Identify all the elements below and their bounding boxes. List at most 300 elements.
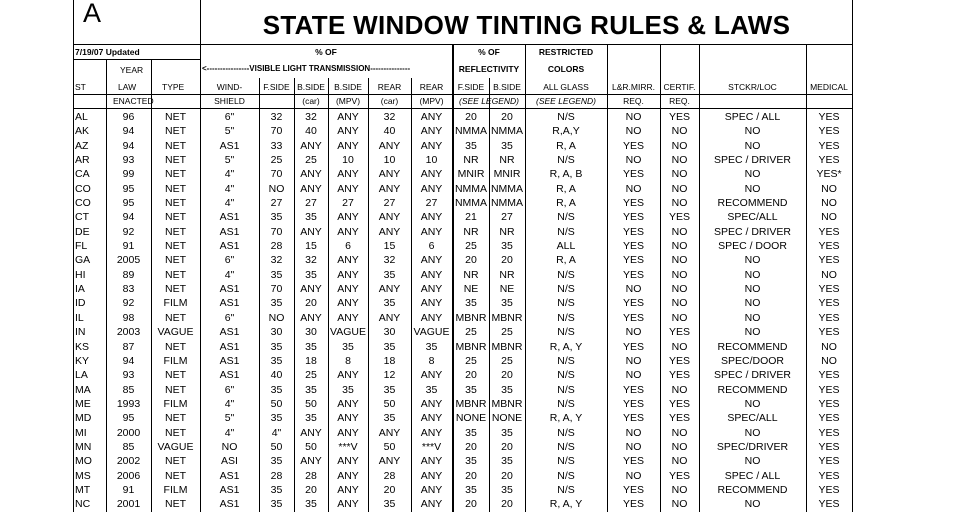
cell-back-side-mpv-vlt: 35 <box>342 383 354 396</box>
cell-rear-car-vlt: 50 <box>383 397 396 410</box>
cell-sticker-location: NO <box>744 168 761 181</box>
cell-front-side-reflectivity: 35 <box>465 139 477 152</box>
table-row <box>73 383 853 397</box>
cell-year-enacted: 93 <box>122 369 135 382</box>
cell-state: MT <box>75 483 91 496</box>
cell-windshield: AS1 <box>219 297 240 310</box>
cell-back-side-mpv-vlt: ANY <box>337 182 359 195</box>
table-row <box>73 239 853 253</box>
cell-rear-car-vlt: 35 <box>383 498 396 511</box>
cell-back-side-reflectivity: NR <box>499 225 515 238</box>
cell-restricted-colors: N/S <box>557 426 575 439</box>
cell-front-side-reflectivity: 20 <box>465 369 477 382</box>
cell-mirrors-required: YES <box>622 498 644 511</box>
cell-state: DE <box>75 225 90 238</box>
cell-restricted-colors: ALL <box>556 240 576 253</box>
cell-state: KY <box>75 354 90 367</box>
cell-back-side-mpv-vlt: ANY <box>337 426 359 439</box>
cell-back-side-mpv-vlt: ANY <box>337 483 359 496</box>
cell-restricted-colors: R, A, Y <box>549 340 583 353</box>
cell-year-enacted: 87 <box>122 340 135 353</box>
cell-back-side-mpv-vlt: ANY <box>337 311 359 324</box>
cell-medical-exemption: YES <box>818 111 840 123</box>
cell-back-side-mpv-vlt: ANY <box>337 498 359 511</box>
col-header-bside-car: B.SIDE <box>297 82 325 92</box>
cell-state: MI <box>75 426 87 439</box>
cell-mirrors-required: YES <box>622 483 644 496</box>
grid-line <box>73 108 853 109</box>
cell-windshield: 4" <box>224 168 235 181</box>
col-header-stckr: STCKR/LOC <box>728 82 777 92</box>
cell-back-side-mpv-vlt: 6 <box>345 240 351 253</box>
cell-back-side-reflectivity: 20 <box>501 111 513 123</box>
cell-state: MA <box>75 383 91 396</box>
cell-sticker-location: NO <box>744 455 761 468</box>
cell-state: MS <box>75 469 91 482</box>
cell-sticker-location: SPEC / ALL <box>724 111 781 123</box>
cell-restricted-colors: R, A <box>556 139 576 152</box>
cell-back-side-car-vlt: 35 <box>305 412 317 425</box>
cell-year-enacted: 95 <box>122 412 135 425</box>
cell-windshield: 4" <box>224 182 235 195</box>
cell-rear-car-vlt: ANY <box>378 139 401 152</box>
cell-front-side-vlt: 50 <box>270 397 283 410</box>
cell-mirrors-required: YES <box>622 340 644 353</box>
table-row <box>73 153 853 167</box>
table-row <box>73 253 853 267</box>
page-letter: A <box>83 0 102 28</box>
cell-certification-required: NO <box>671 426 688 439</box>
cell-sticker-location: NO <box>744 426 761 439</box>
table-row <box>73 325 853 339</box>
cell-mirrors-required: YES <box>622 412 644 425</box>
cell-front-side-vlt: 70 <box>270 283 283 296</box>
cell-medical-exemption: NO <box>821 354 837 367</box>
cell-front-side-vlt: 30 <box>270 326 283 339</box>
cell-mirrors-required: YES <box>622 254 644 267</box>
cell-law-type: VAGUE <box>157 326 194 339</box>
cell-mirrors-required: NO <box>625 440 642 453</box>
cell-rear-mpv-vlt: 27 <box>425 197 438 210</box>
cell-certification-required: NO <box>671 197 688 210</box>
cell-front-side-reflectivity: NR <box>463 154 479 167</box>
cell-back-side-car-vlt: 28 <box>305 469 317 482</box>
cell-windshield: AS1 <box>219 283 240 296</box>
cell-back-side-car-vlt: 35 <box>305 340 317 353</box>
cell-medical-exemption: YES <box>818 412 840 425</box>
cell-mirrors-required: NO <box>625 326 642 339</box>
col-header-windshield-sub: SHIELD <box>214 96 245 106</box>
cell-front-side-reflectivity: 25 <box>465 326 477 339</box>
cell-sticker-location: NO <box>744 397 761 410</box>
cell-front-side-reflectivity: NR <box>463 268 479 281</box>
cell-sticker-location: NO <box>744 182 761 195</box>
cell-year-enacted: 92 <box>122 297 135 310</box>
table-row <box>73 368 853 382</box>
cell-year-enacted: 94 <box>122 354 135 367</box>
cell-medical-exemption: NO <box>821 197 837 210</box>
cell-year-enacted: 1993 <box>116 397 141 410</box>
cell-state: CO <box>75 197 91 210</box>
cell-year-enacted: 94 <box>122 139 135 152</box>
cell-windshield: 6" <box>224 311 235 324</box>
cell-restricted-colors: R,A,Y <box>552 125 580 138</box>
cell-back-side-reflectivity: NONE <box>491 412 523 425</box>
cell-restricted-colors: N/S <box>557 354 575 367</box>
cell-rear-mpv-vlt: ANY <box>420 283 443 296</box>
cell-sticker-location: NO <box>744 311 761 324</box>
cell-back-side-reflectivity: 20 <box>501 440 513 453</box>
cell-rear-mpv-vlt: ANY <box>420 455 443 468</box>
cell-year-enacted: 2000 <box>116 426 141 439</box>
cell-front-side-reflectivity: MBNR <box>455 397 487 410</box>
cell-back-side-car-vlt: 20 <box>305 297 317 310</box>
cell-front-side-vlt: 32 <box>270 111 283 123</box>
cell-back-side-car-vlt: ANY <box>300 139 322 152</box>
cell-windshield: AS1 <box>219 498 240 511</box>
cell-front-side-reflectivity: 35 <box>465 455 477 468</box>
cell-sticker-location: NO <box>744 139 761 152</box>
cell-rear-car-vlt: 20 <box>383 483 396 496</box>
cell-restricted-colors: N/S <box>557 311 575 324</box>
cell-front-side-vlt: 32 <box>270 254 283 267</box>
cell-front-side-reflectivity: 25 <box>465 354 477 367</box>
cell-state: LA <box>75 369 88 382</box>
cell-sticker-location: SPEC/DRIVER <box>716 440 789 453</box>
cell-certification-required: YES <box>668 111 690 123</box>
cell-year-enacted: 91 <box>122 240 135 253</box>
cell-year-enacted: 98 <box>122 311 135 324</box>
page-title: STATE WINDOW TINTING RULES & LAWS <box>262 10 791 40</box>
cell-state: CA <box>75 168 90 181</box>
cell-windshield: NO <box>221 440 238 453</box>
cell-certification-required: NO <box>671 168 688 181</box>
cell-back-side-car-vlt: 20 <box>305 483 317 496</box>
cell-front-side-vlt: 35 <box>270 211 283 224</box>
cell-back-side-car-vlt: 50 <box>305 440 317 453</box>
cell-windshield: AS1 <box>219 340 240 353</box>
cell-rear-car-vlt: 35 <box>383 412 396 425</box>
cell-year-enacted: 85 <box>122 383 135 396</box>
cell-year-enacted: 92 <box>122 225 135 238</box>
table-row <box>73 139 853 153</box>
table-row <box>73 225 853 239</box>
cell-sticker-location: NO <box>744 254 761 267</box>
cell-restricted-colors: R, A, Y <box>549 412 583 425</box>
cell-law-type: NET <box>165 412 186 425</box>
cell-mirrors-required: NO <box>625 354 642 367</box>
cell-certification-required: NO <box>671 225 688 238</box>
cell-restricted-colors: N/S <box>557 154 575 167</box>
cell-mirrors-required: NO <box>625 154 642 167</box>
col-header-bside-car-sub: (car) <box>302 96 320 106</box>
cell-restricted-colors: N/S <box>557 440 575 453</box>
cell-law-type: NET <box>165 168 186 181</box>
cell-certification-required: NO <box>671 139 688 152</box>
cell-back-side-car-vlt: 25 <box>305 154 317 167</box>
cell-sticker-location: NO <box>744 498 761 511</box>
refl-legend-note: (SEE LEGEND) <box>459 96 519 106</box>
cell-front-side-vlt: 35 <box>270 498 283 511</box>
cell-rear-car-vlt: 28 <box>383 469 396 482</box>
cell-back-side-mpv-vlt: ANY <box>337 225 359 238</box>
cell-medical-exemption: YES <box>818 240 840 253</box>
cell-restricted-colors: N/S <box>557 326 575 339</box>
cell-law-type: NET <box>165 154 186 167</box>
cell-back-side-mpv-vlt: ANY <box>337 211 359 224</box>
cell-windshield: 6" <box>224 383 235 396</box>
cell-certification-required: NO <box>671 311 688 324</box>
table-row <box>73 110 853 124</box>
cell-rear-mpv-vlt: ANY <box>420 397 443 410</box>
cell-back-side-reflectivity: NMMA <box>490 125 524 138</box>
refl-label: REFLECTIVITY <box>458 64 520 74</box>
cell-front-side-vlt: 4" <box>271 426 282 439</box>
cell-sticker-location: NO <box>744 125 761 138</box>
cell-certification-required: YES <box>668 211 690 224</box>
cell-certification-required: YES <box>668 354 690 367</box>
cell-rear-mpv-vlt: ANY <box>420 139 443 152</box>
cell-rear-car-vlt: 27 <box>383 197 396 210</box>
cell-rear-car-vlt: 35 <box>383 297 396 310</box>
cell-rear-car-vlt: 35 <box>383 268 396 281</box>
cell-back-side-mpv-vlt: ANY <box>337 268 359 281</box>
cell-front-side-reflectivity: 35 <box>465 426 477 439</box>
restricted-label: RESTRICTED <box>538 47 594 57</box>
cell-front-side-vlt: 70 <box>270 125 283 138</box>
cell-back-side-mpv-vlt: VAGUE <box>330 326 366 339</box>
table-row <box>73 411 853 425</box>
cell-back-side-car-vlt: ANY <box>300 182 322 195</box>
cell-front-side-reflectivity: NMMA <box>454 125 488 138</box>
table-row <box>73 167 853 181</box>
col-header-rear-car-sub: (car) <box>380 96 399 106</box>
cell-certification-required: NO <box>671 455 688 468</box>
cell-medical-exemption: NO <box>821 211 837 224</box>
table-row <box>73 210 853 224</box>
cell-windshield: AS1 <box>219 225 240 238</box>
cell-back-side-reflectivity: 20 <box>501 254 513 267</box>
cell-law-type: VAGUE <box>157 440 194 453</box>
cell-year-enacted: 83 <box>122 283 135 296</box>
cell-back-side-car-vlt: 35 <box>305 383 317 396</box>
cell-front-side-reflectivity: 35 <box>465 483 477 496</box>
cell-certification-required: NO <box>671 297 688 310</box>
col-header-rear-mpv-sub: (MPV) <box>419 96 444 106</box>
col-header-fside: F.SIDE <box>263 82 290 92</box>
cell-certification-required: NO <box>671 125 688 138</box>
cell-rear-mpv-vlt: ANY <box>420 412 443 425</box>
cell-front-side-reflectivity: 20 <box>465 111 477 123</box>
table-row <box>73 124 853 138</box>
cell-year-enacted: 95 <box>122 182 135 195</box>
cell-front-side-vlt: 35 <box>270 354 283 367</box>
cell-back-side-mpv-vlt: ANY <box>337 455 359 468</box>
cell-front-side-reflectivity: MNIR <box>457 168 485 181</box>
cell-rear-mpv-vlt: ANY <box>420 469 443 482</box>
cell-mirrors-required: YES <box>622 211 644 224</box>
cell-year-enacted: 2003 <box>116 326 141 339</box>
cell-rear-mpv-vlt: 35 <box>425 383 438 396</box>
state-rows <box>73 110 853 512</box>
cell-law-type: NET <box>165 111 186 123</box>
cell-medical-exemption: YES <box>818 397 840 410</box>
cell-medical-exemption: YES <box>818 154 840 167</box>
cell-back-side-reflectivity: 35 <box>501 240 513 253</box>
cell-mirrors-required: YES <box>622 268 644 281</box>
table-row <box>73 182 853 196</box>
cell-front-side-reflectivity: 20 <box>465 498 477 511</box>
cell-rear-mpv-vlt: ANY <box>420 254 443 267</box>
cell-restricted-colors: N/S <box>557 211 575 224</box>
cell-law-type: NET <box>165 240 186 253</box>
cell-state: AZ <box>75 139 89 152</box>
cell-rear-car-vlt: 32 <box>383 254 396 267</box>
cell-front-side-vlt: 40 <box>270 369 283 382</box>
cell-law-type: NET <box>165 426 186 439</box>
cell-law-type: NET <box>165 125 186 138</box>
cell-back-side-car-vlt: ANY <box>300 225 322 238</box>
cell-front-side-reflectivity: MBNR <box>455 340 487 353</box>
cell-rear-car-vlt: 18 <box>383 354 396 367</box>
cell-back-side-reflectivity: 35 <box>501 426 513 439</box>
cell-mirrors-required: NO <box>625 125 642 138</box>
cell-sticker-location: RECOMMEND <box>717 197 788 210</box>
cell-certification-required: YES <box>668 397 690 410</box>
cell-state: ID <box>75 297 86 310</box>
cell-sticker-location: SPEC/ALL <box>727 412 778 425</box>
cell-year-enacted: 94 <box>122 211 135 224</box>
cell-rear-mpv-vlt: ANY <box>420 168 443 181</box>
cell-front-side-vlt: 35 <box>270 297 283 310</box>
cell-sticker-location: RECOMMEND <box>717 340 788 353</box>
tint-law-sheet <box>73 0 853 512</box>
cell-front-side-vlt: 35 <box>270 340 283 353</box>
cell-front-side-reflectivity: 20 <box>465 440 477 453</box>
cell-certification-required: NO <box>671 154 688 167</box>
cell-state: KS <box>75 340 90 353</box>
cell-year-enacted: 2006 <box>116 469 141 482</box>
cell-windshield: AS1 <box>219 211 240 224</box>
cell-front-side-vlt: 35 <box>270 383 283 396</box>
cell-restricted-colors: N/S <box>557 369 575 382</box>
cell-sticker-location: SPEC / DOOR <box>718 240 787 253</box>
cell-mirrors-required: YES <box>622 139 644 152</box>
cell-front-side-vlt: 35 <box>270 455 283 468</box>
col-header-rear-car: REAR <box>377 82 402 92</box>
cell-front-side-reflectivity: NR <box>463 225 479 238</box>
cell-back-side-reflectivity: MBNR <box>491 340 523 353</box>
cell-restricted-colors: N/S <box>557 283 575 296</box>
cell-rear-mpv-vlt: ANY <box>420 268 443 281</box>
cell-certification-required: NO <box>671 440 688 453</box>
cell-year-enacted: 99 <box>122 168 135 181</box>
cell-restricted-colors: N/S <box>557 483 575 496</box>
cell-front-side-vlt: 28 <box>270 240 283 253</box>
cell-rear-car-vlt: 32 <box>383 111 396 123</box>
cell-front-side-vlt: 28 <box>270 469 283 482</box>
cell-back-side-reflectivity: MBNR <box>491 397 523 410</box>
cell-restricted-colors: N/S <box>557 397 575 410</box>
cell-back-side-mpv-vlt: 8 <box>345 354 351 367</box>
grid-line <box>73 44 853 45</box>
cell-certification-required: NO <box>671 483 688 496</box>
cell-front-side-vlt: 70 <box>270 168 283 181</box>
cell-back-side-reflectivity: 25 <box>501 354 513 367</box>
cell-state: AL <box>75 111 88 123</box>
cell-certification-required: NO <box>671 383 688 396</box>
col-header-bside-mpv-sub: (MPV) <box>335 96 361 106</box>
table-row <box>73 426 853 440</box>
colors-label: COLORS <box>547 64 585 74</box>
cell-back-side-car-vlt: ANY <box>300 311 322 324</box>
cell-back-side-reflectivity: 35 <box>501 297 513 310</box>
cell-year-enacted: 2005 <box>116 254 141 267</box>
cell-rear-car-vlt: ANY <box>378 182 401 195</box>
cell-windshield: 4" <box>224 197 235 210</box>
cell-rear-car-vlt: 30 <box>383 326 396 339</box>
cell-back-side-mpv-vlt: 27 <box>342 197 354 210</box>
cell-back-side-reflectivity: MNIR <box>493 168 521 181</box>
cell-medical-exemption: YES <box>818 469 840 482</box>
cell-law-type: NET <box>165 340 186 353</box>
col-header-refl-bside: B.SIDE <box>493 82 521 92</box>
cell-medical-exemption: YES <box>818 297 840 310</box>
cell-certification-required: YES <box>668 326 690 339</box>
cell-state: IN <box>75 326 86 339</box>
cell-restricted-colors: N/S <box>557 111 575 123</box>
table-row <box>73 440 853 454</box>
cell-back-side-mpv-vlt: ANY <box>337 168 359 181</box>
cell-windshield: AS1 <box>219 369 240 382</box>
cell-back-side-car-vlt: ANY <box>300 283 322 296</box>
table-row <box>73 354 853 368</box>
cell-certification-required: NO <box>671 283 688 296</box>
cell-back-side-mpv-vlt: ANY <box>337 125 359 138</box>
cell-front-side-vlt: NO <box>268 182 285 195</box>
cell-windshield: 4" <box>224 426 235 439</box>
cell-certification-required: NO <box>671 254 688 267</box>
cell-back-side-reflectivity: 35 <box>501 383 513 396</box>
cell-law-type: NET <box>165 225 186 238</box>
cell-mirrors-required: YES <box>622 397 644 410</box>
cell-mirrors-required: NO <box>625 426 642 439</box>
cell-rear-mpv-vlt: 8 <box>428 354 435 367</box>
cell-sticker-location: SPEC / DRIVER <box>713 369 792 382</box>
cell-year-enacted: 91 <box>122 483 135 496</box>
cell-back-side-reflectivity: NR <box>499 154 515 167</box>
cell-restricted-colors: R, A <box>556 197 576 210</box>
cell-sticker-location: RECOMMEND <box>717 383 788 396</box>
cell-law-type: NET <box>165 182 186 195</box>
cell-sticker-location: NO <box>744 297 761 310</box>
cell-windshield: 5" <box>224 412 235 425</box>
cell-rear-mpv-vlt: ANY <box>420 426 443 439</box>
cell-mirrors-required: NO <box>625 469 642 482</box>
cell-rear-car-vlt: ANY <box>378 283 401 296</box>
cell-medical-exemption: YES* <box>816 168 842 181</box>
cell-restricted-colors: N/S <box>557 383 575 396</box>
cell-rear-mpv-vlt: 6 <box>428 240 435 253</box>
cell-mirrors-required: NO <box>625 283 642 296</box>
cell-year-enacted: 94 <box>122 125 135 138</box>
cell-rear-car-vlt: ANY <box>378 455 401 468</box>
cell-law-type: NET <box>165 268 186 281</box>
cell-rear-car-vlt: 35 <box>383 340 396 353</box>
cell-year-enacted: 2002 <box>116 455 141 468</box>
table-row <box>73 340 853 354</box>
cell-state: AK <box>75 125 90 138</box>
